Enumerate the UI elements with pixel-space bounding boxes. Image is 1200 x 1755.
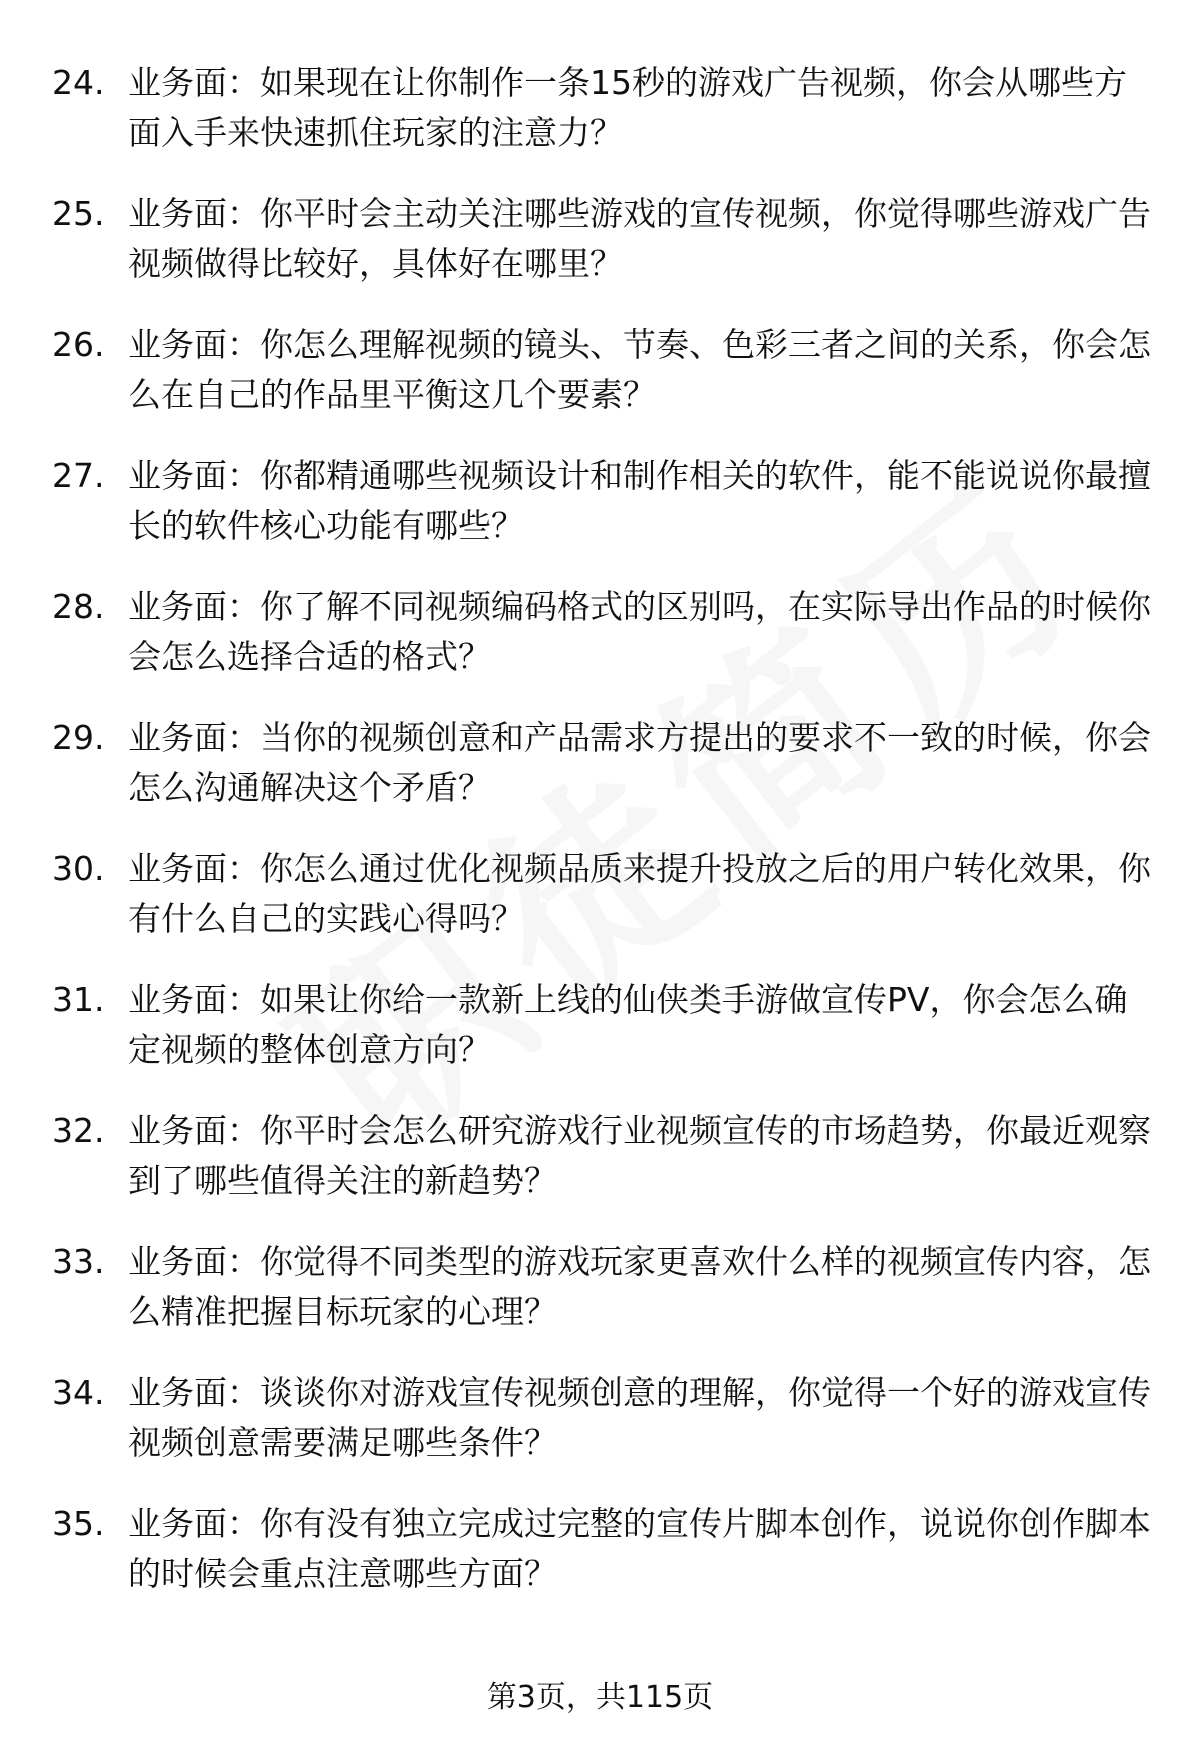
- question-number: 31.: [52, 980, 105, 1019]
- question-number: 32.: [52, 1111, 105, 1150]
- question-text: 业务面：如果现在让你制作一条15秒的游戏广告视频，你会从哪些方面入手来快速抓住玩家的注意力？: [128, 63, 1127, 152]
- question-text: 业务面：你怎么通过优化视频品质来提升投放之后的用户转化效果，你有什么自己的实践心得吗？: [128, 849, 1151, 938]
- question-item: [52, 975, 1152, 1106]
- question-number: 24.: [52, 63, 105, 102]
- question-item: [52, 58, 1152, 189]
- question-item: [52, 582, 1152, 713]
- question-number: 27.: [52, 456, 105, 495]
- question-number: 33.: [52, 1242, 105, 1281]
- question-number: 35.: [52, 1504, 105, 1543]
- question-list: [52, 58, 1152, 1630]
- question-item: [52, 451, 1152, 582]
- question-number: 29.: [52, 718, 105, 757]
- question-text: 业务面：你有没有独立完成过完整的宣传片脚本创作，说说你创作脚本的时候会重点注意哪些方面？: [128, 1504, 1151, 1593]
- question-text: 业务面：你怎么理解视频的镜头、节奏、色彩三者之间的关系，你会怎么在自己的作品里平衡这几个要素？: [128, 325, 1151, 414]
- question-number: 25.: [52, 194, 105, 233]
- question-number: 26.: [52, 325, 105, 364]
- question-text: 业务面：你了解不同视频编码格式的区别吗，在实际导出作品的时候你会怎么选择合适的格式？: [128, 587, 1151, 676]
- question-number: 34.: [52, 1373, 105, 1412]
- question-item: [52, 320, 1152, 451]
- question-text: 业务面：当你的视频创意和产品需求方提出的要求不一致的时候，你会怎么沟通解决这个矛盾？: [128, 718, 1151, 807]
- question-text: 业务面：谈谈你对游戏宣传视频创意的理解，你觉得一个好的游戏宣传视频创意需要满足哪些条件？: [128, 1373, 1151, 1462]
- question-item: [52, 1499, 1152, 1630]
- question-item: [52, 713, 1152, 844]
- question-text: 业务面：你平时会主动关注哪些游戏的宣传视频，你觉得哪些游戏广告视频做得比较好，具体好在哪里？: [128, 194, 1151, 283]
- question-item: [52, 1368, 1152, 1499]
- question-text: 业务面：你平时会怎么研究游戏行业视频宣传的市场趋势，你最近观察到了哪些值得关注的新趋势？: [128, 1111, 1151, 1200]
- question-item: [52, 1106, 1152, 1237]
- question-text: 业务面：你都精通哪些视频设计和制作相关的软件，能不能说说你最擅长的软件核心功能有哪些？: [128, 456, 1151, 545]
- question-number: 30.: [52, 849, 105, 888]
- page-indicator: 第3页，共115页: [486, 1680, 714, 1715]
- question-number: 28.: [52, 587, 105, 626]
- question-item: [52, 189, 1152, 320]
- question-text: 业务面：如果让你给一款新上线的仙侠类手游做宣传PV，你会怎么确定视频的整体创意方向？: [128, 980, 1128, 1069]
- question-text: 业务面：你觉得不同类型的游戏玩家更喜欢什么样的视频宣传内容，怎么精准把握目标玩家的心理？: [128, 1242, 1151, 1331]
- question-item: [52, 1237, 1152, 1368]
- question-item: [52, 844, 1152, 975]
